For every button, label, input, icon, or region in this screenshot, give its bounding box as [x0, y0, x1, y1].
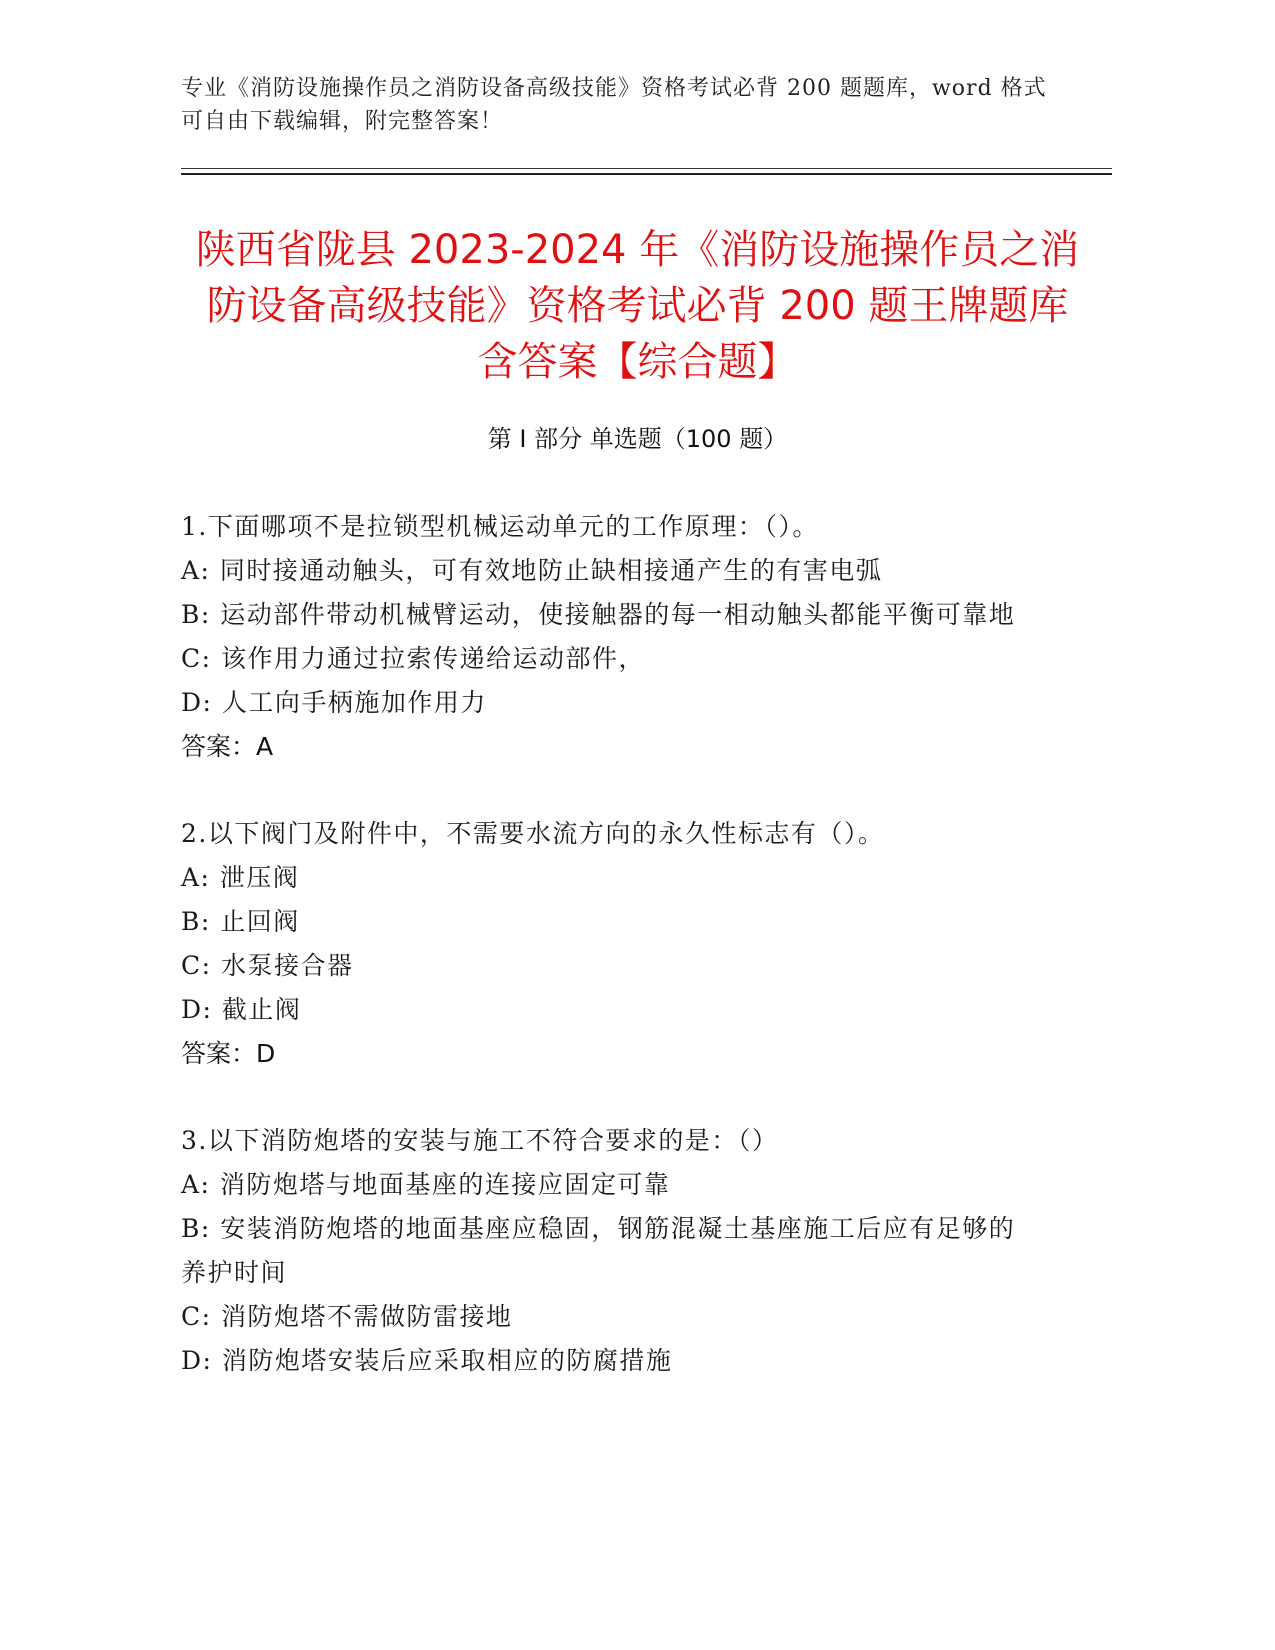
option-a: A: 消防炮塔与地面基座的连接应固定可靠	[181, 1170, 671, 1199]
answer-line: 答案：A	[181, 732, 274, 761]
question-3	[181, 1119, 1041, 1383]
section-heading: 第 I 部分 单选题（100 题）	[487, 425, 788, 453]
question-spacer	[181, 769, 1041, 812]
option-a: A: 泄压阀	[181, 863, 300, 892]
option-d: D: 人工向手柄施加作用力	[181, 688, 487, 717]
option-c: C: 水泵接合器	[181, 951, 354, 980]
question-stem: 3.以下消防炮塔的安装与施工不符合要求的是：（）	[181, 1126, 779, 1155]
question-stem: 1.下面哪项不是拉锁型机械运动单元的工作原理：（）。	[181, 512, 819, 541]
option-d: D: 截止阀	[181, 995, 302, 1024]
question-stem: 2.以下阀门及附件中，不需要水流方向的永久性标志有（）。	[181, 819, 885, 848]
header-note: 专业《消防设施操作员之消防设备高级技能》资格考试必背 200 题题库，word 格式可自由下载编辑，附完整答案！	[181, 76, 1047, 134]
question-spacer	[181, 1076, 1041, 1119]
answer-line: 答案：D	[181, 1039, 276, 1068]
document-title: 陕西省陇县 2023-2024 年《消防设施操作员之消防设备高级技能》资格考试必背 200 题王牌题库含答案【综合题】	[195, 227, 1080, 385]
option-b: B: 运动部件带动机械臂运动，使接触器的每一相动触头都能平衡可靠地	[181, 600, 1016, 629]
header-divider-thick	[181, 173, 1112, 175]
question-2	[181, 812, 1041, 1076]
option-c: C: 消防炮塔不需做防雷接地	[181, 1302, 513, 1331]
option-d: D: 消防炮塔安装后应采取相应的防腐措施	[181, 1346, 673, 1375]
option-a: A: 同时接通动触头，可有效地防止缺相接通产生的有害电弧	[181, 556, 883, 585]
option-b: B: 安装消防炮塔的地面基座应稳固，钢筋混凝土基座施工后应有足够的养护时间	[181, 1214, 1016, 1287]
option-c: C: 该作用力通过拉索传递给运动部件，	[181, 644, 645, 673]
option-b: B: 止回阀	[181, 907, 300, 936]
question-1	[181, 505, 1041, 769]
question-list	[181, 505, 1041, 1383]
header-divider-thin	[181, 168, 1112, 169]
